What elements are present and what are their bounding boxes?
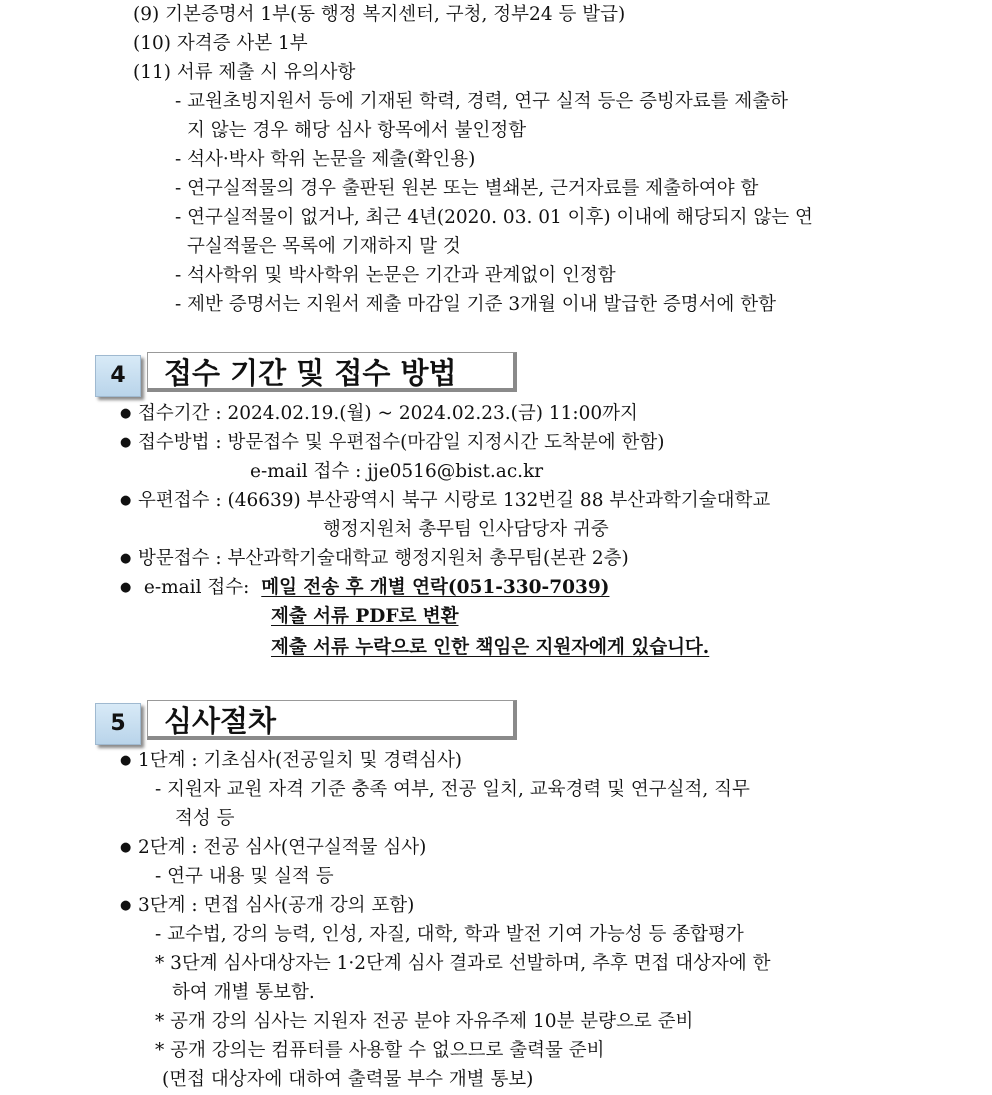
email-note: 메일 전송 후 개별 연락(051-330-7039) <box>261 577 610 598</box>
section-5-heading <box>95 700 525 746</box>
mail-recipient-line: 행정지원처 총무팀 인사담당자 귀중 <box>323 519 609 540</box>
section-number-badge: 4 <box>95 355 141 397</box>
step-detail: - 교수법, 강의 능력, 인성, 자질, 대학, 학과 발전 기여 가능성 등 종합평가 <box>155 924 744 945</box>
email-note: 제출 서류 PDF로 변환 <box>271 606 459 627</box>
note-line: 지 않는 경우 해당 심사 항목에서 불인정함 <box>187 120 527 141</box>
period-item: ● 접수기간 : 2024.02.19.(월) ~ 2024.02.23.(금) 11:00까지 <box>120 401 638 427</box>
step-detail: - 지원자 교원 자격 기준 충족 여부, 전공 일치, 교육경력 및 연구실적, 직무 <box>155 779 750 800</box>
step-1-item: ● 1단계 : 기초심사(전공일치 및 경력심사) <box>120 748 462 774</box>
doc-item-10: (10) 자격증 사본 1부 <box>133 33 308 54</box>
note-line: 구실적물은 목록에 기재하지 말 것 <box>187 236 461 257</box>
note-line: - 제반 증명서는 지원서 제출 마감일 기준 3개월 이내 발급한 증명서에 한함 <box>175 294 776 315</box>
note-line: - 석사학위 및 박사학위 논문은 기간과 관계없이 인정함 <box>175 265 616 286</box>
step-note: * 공개 강의 심사는 지원자 전공 분야 자유주제 10분 분량으로 준비 <box>155 1011 694 1032</box>
email-note: 제출 서류 누락으로 인한 책임은 지원자에게 있습니다. <box>271 637 710 658</box>
step-note: * 공개 강의는 컴퓨터를 사용할 수 없으므로 출력물 준비 <box>155 1040 605 1061</box>
section-title: 심사절차 <box>147 700 517 740</box>
step-2-item: ● 2단계 : 전공 심사(연구실적물 심사) <box>120 835 426 861</box>
mail-item: ● 우편접수 : (46639) 부산광역시 북구 시랑로 132번길 88 부산과학기술대학교 <box>120 488 770 514</box>
doc-item-11: (11) 서류 제출 시 유의사항 <box>133 62 356 83</box>
section-number-badge: 5 <box>95 703 141 745</box>
step-note: (면접 대상자에 대하여 출력물 부수 개별 통보) <box>162 1069 534 1090</box>
section-4-heading <box>95 352 525 398</box>
method-email-line: e-mail 접수 : jje0516@bist.ac.kr <box>250 461 544 482</box>
email-label: e-mail 접수: <box>143 577 250 598</box>
method-item: ● 접수방법 : 방문접수 및 우편접수(마감일 지정시간 도착분에 한함) <box>120 430 664 456</box>
step-note: * 3단계 심사대상자는 1·2단계 심사 결과로 선발하며, 추후 면접 대상자에 한 <box>155 953 771 974</box>
email-item <box>120 575 609 601</box>
step-note: 하여 개별 통보함. <box>172 982 315 1003</box>
note-line: - 석사·박사 학위 논문을 제출(확인용) <box>175 149 476 170</box>
note-line: - 연구실적물이 없거나, 최근 4년(2020. 03. 01 이후) 이내에 해당되지 않는 연 <box>175 207 813 228</box>
step-detail: - 연구 내용 및 실적 등 <box>155 866 334 887</box>
note-line: - 교원초빙지원서 등에 기재된 학력, 경력, 연구 실적 등은 증빙자료를 제출하 <box>175 91 788 112</box>
step-detail: 적성 등 <box>175 808 235 829</box>
note-line: - 연구실적물의 경우 출판된 원본 또는 별쇄본, 근거자료를 제출하여야 함 <box>175 178 759 199</box>
doc-item-9: (9) 기본증명서 1부(동 행정 복지센터, 구청, 정부24 등 발급) <box>133 4 626 25</box>
section-title: 접수 기간 및 접수 방법 <box>147 352 517 392</box>
visit-item: ● 방문접수 : 부산과학기술대학교 행정지원처 총무팀(본관 2층) <box>120 546 629 572</box>
step-3-item: ● 3단계 : 면접 심사(공개 강의 포함) <box>120 893 414 919</box>
